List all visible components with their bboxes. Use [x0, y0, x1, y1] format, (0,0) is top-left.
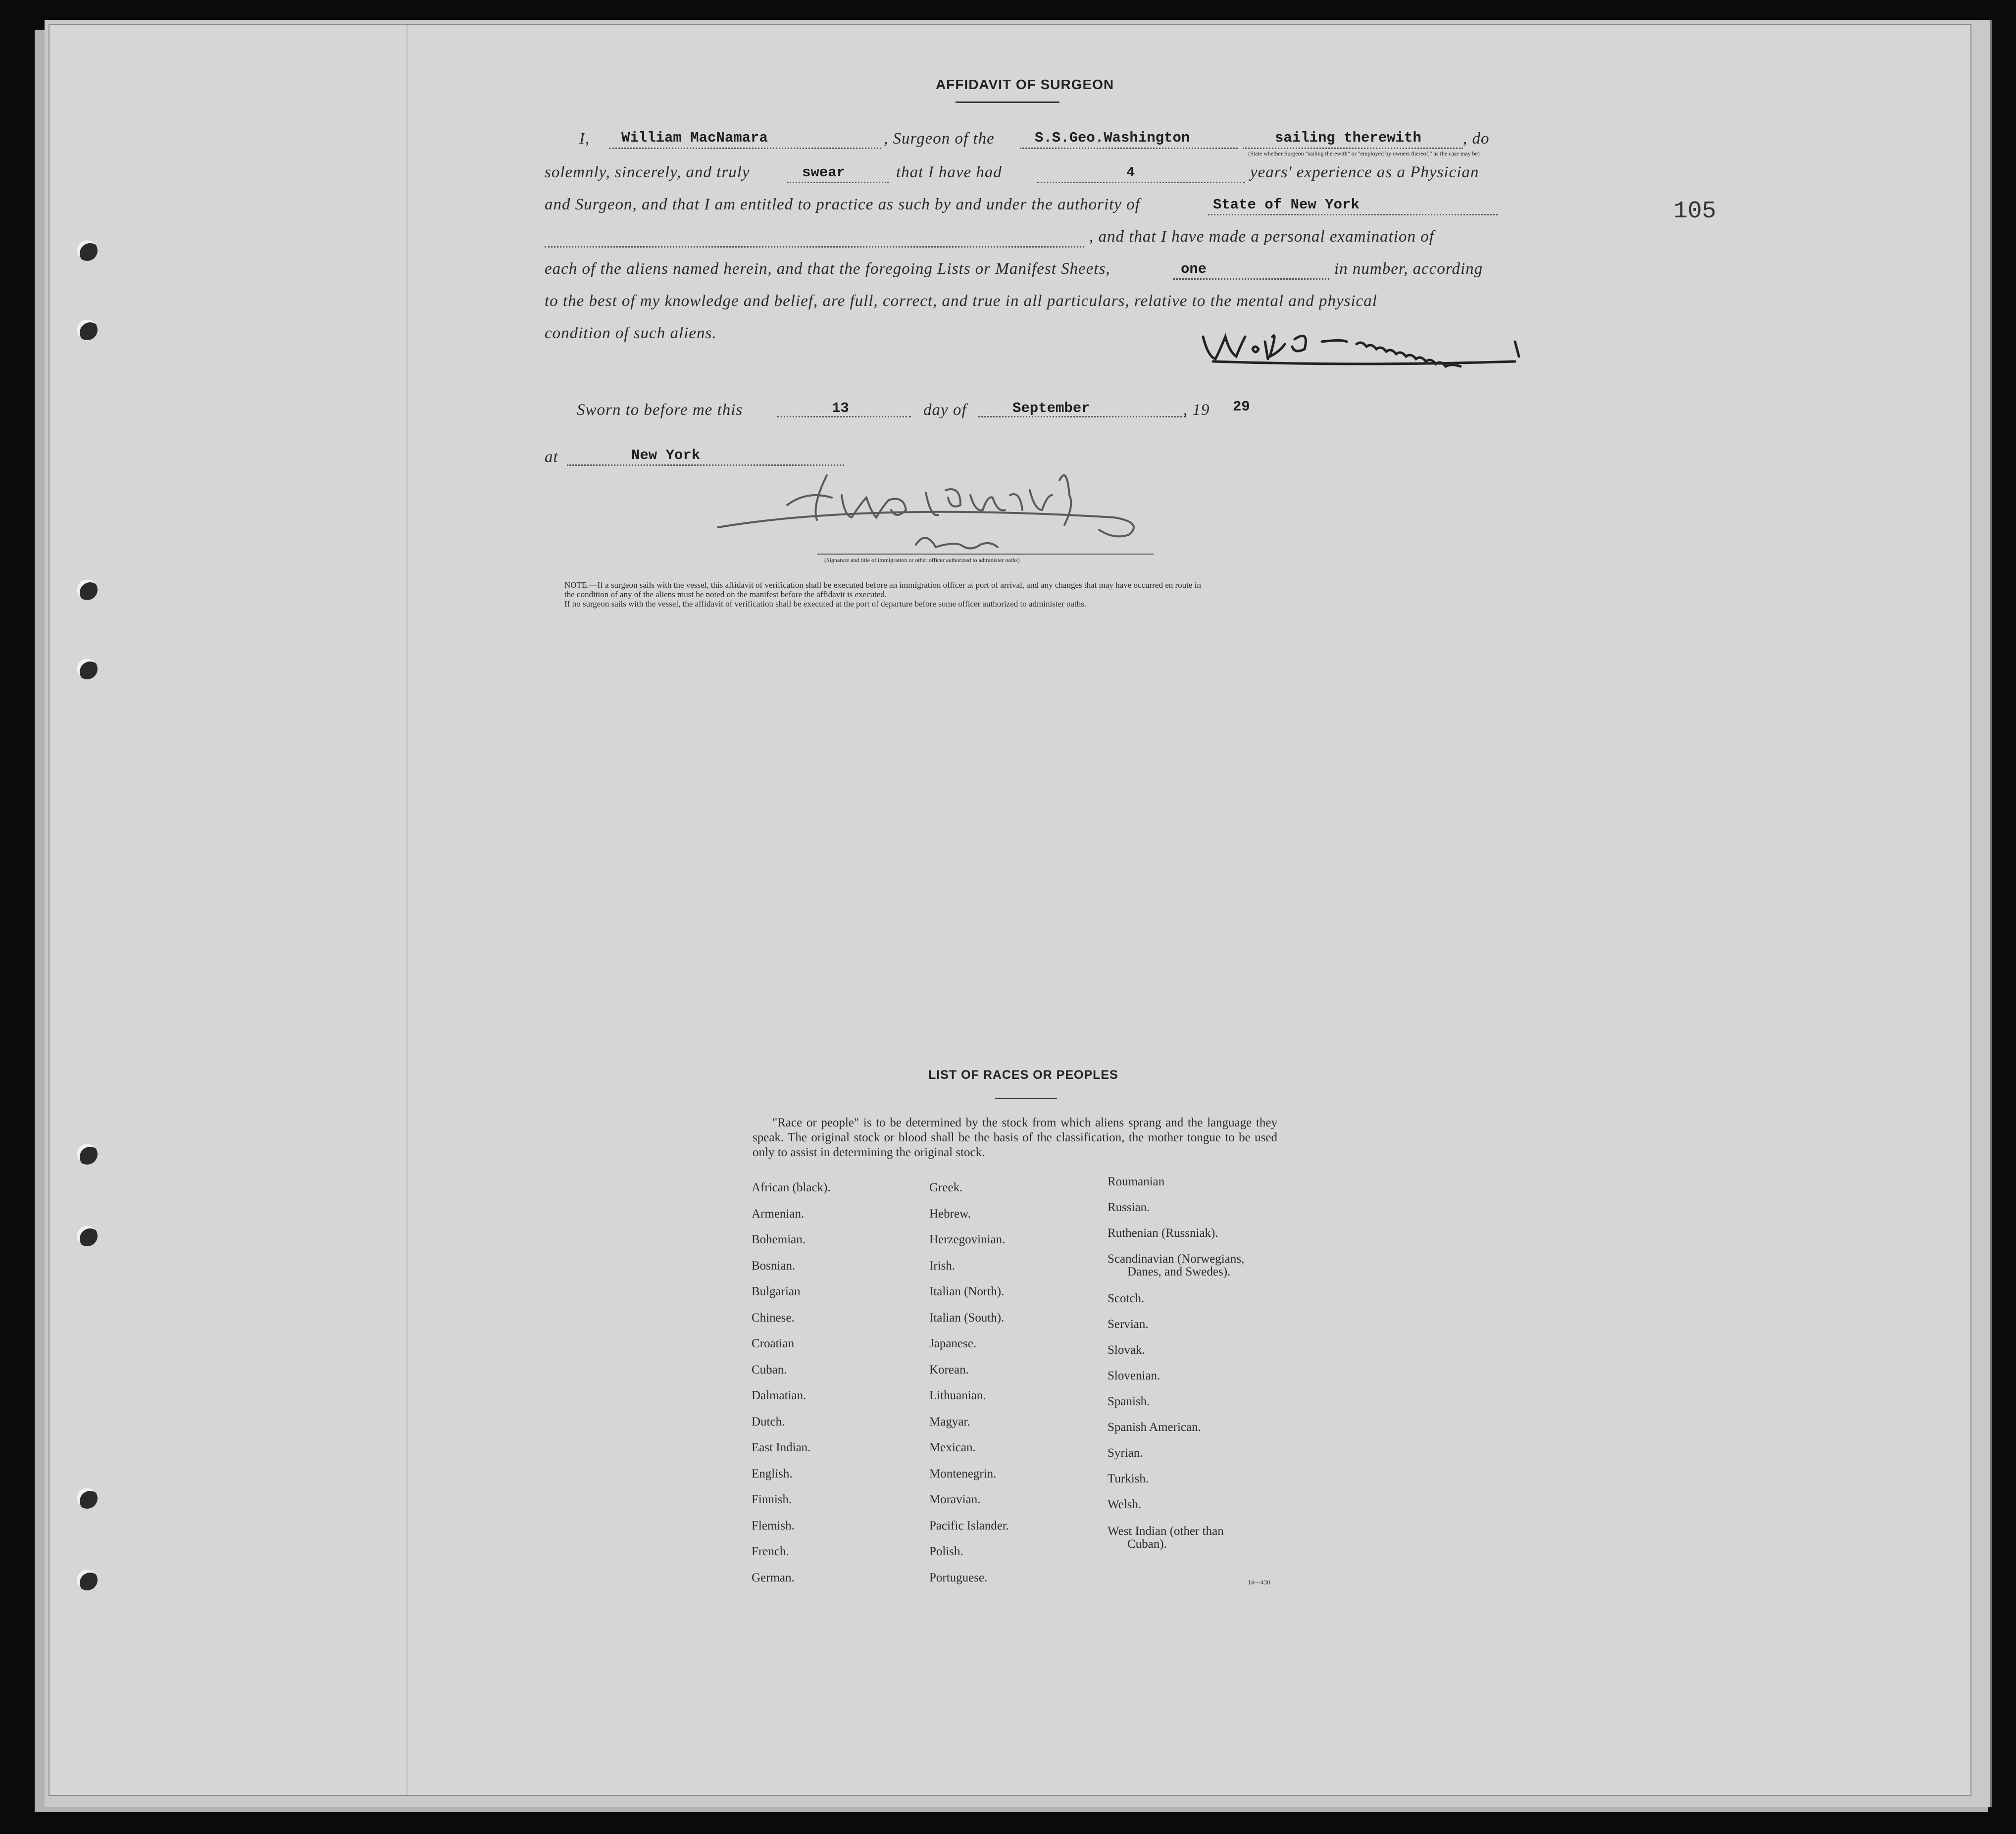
text-best: to the best of my knowledge and belief, are full, correct, and true in all particulars, relative to the mental and physical: [545, 292, 1377, 310]
race-item: Bulgarian: [752, 1285, 801, 1298]
race-item: Herzegovinian.: [929, 1233, 1006, 1246]
text-do: , do: [1463, 130, 1490, 148]
race-item: Slovak.: [1108, 1343, 1145, 1357]
punch-hole-icon: [77, 659, 98, 679]
race-item: Greek.: [929, 1181, 963, 1194]
text-that-had: that I have had: [896, 163, 1002, 181]
race-item: Ruthenian (Russniak).: [1108, 1226, 1218, 1240]
sailing-note-text: (State whether Surgeon "sailing therewith" or "employed by owners thereof," as the case may be): [1248, 150, 1480, 157]
title-underline: [956, 102, 1059, 103]
race-item: Roumanian: [1108, 1175, 1165, 1188]
fill-line: [545, 246, 1084, 248]
race-item: Scotch.: [1108, 1292, 1145, 1305]
races-title-underline: [995, 1098, 1057, 1099]
surgeon-signature: [1198, 322, 1535, 371]
punch-hole-icon: [77, 1570, 98, 1590]
text-19: , 19: [1183, 401, 1210, 419]
text-day-of: day of: [923, 401, 967, 419]
sworn-year: 29: [1233, 399, 1250, 415]
race-item: Syrian.: [1108, 1446, 1143, 1460]
punch-hole-icon: [77, 1144, 98, 1165]
text-condition: condition of such aliens.: [545, 324, 717, 342]
fill-line: [1208, 214, 1498, 215]
punch-hole-icon: [77, 240, 98, 261]
fill-line: [978, 416, 1186, 417]
race-item: West Indian (other than: [1108, 1525, 1224, 1538]
race-item: Polish.: [929, 1545, 963, 1558]
punch-hole-icon: [77, 1488, 98, 1509]
signature-line: [817, 554, 1154, 555]
punch-hole-icon: [77, 319, 98, 340]
text-at: at: [545, 448, 558, 466]
race-item: Spanish American.: [1108, 1421, 1201, 1434]
race-item: Bosnian.: [752, 1259, 796, 1273]
word-I: I,: [579, 130, 590, 148]
race-item: African (black).: [752, 1181, 831, 1194]
race-item: Finnish.: [752, 1493, 792, 1506]
race-item: Lithuanian.: [929, 1389, 986, 1402]
fill-line: [609, 148, 881, 149]
race-item: Slovenian.: [1108, 1369, 1160, 1382]
fill-line: [1020, 148, 1238, 149]
race-item: English.: [752, 1467, 793, 1480]
race-item: Turkish.: [1108, 1472, 1149, 1485]
race-item: Portuguese.: [929, 1571, 988, 1584]
race-item: Japanese.: [929, 1337, 977, 1350]
punch-hole-icon: [77, 579, 98, 600]
race-item: Italian (North).: [929, 1285, 1005, 1298]
fill-line: [1243, 148, 1463, 149]
form-code: 14—430: [1248, 1579, 1270, 1586]
text-surgeon-of: , Surgeon of the: [884, 130, 995, 148]
sheet-count: one: [1181, 261, 1207, 277]
text-each: each of the aliens named herein, and that the foregoing Lists or Manifest Sheets,: [545, 260, 1110, 278]
races-title: LIST OF RACES OR PEOPLES: [928, 1068, 1118, 1082]
page-number: 105: [1673, 198, 1716, 225]
signature-caption: (Signature and title of immigration or other officer authorized to administer oaths): [824, 557, 1020, 563]
text-solemnly: solemnly, sincerely, and truly: [545, 163, 750, 181]
race-item: Croatian: [752, 1337, 795, 1350]
text-in-number: in number, according: [1334, 260, 1483, 278]
race-item: Russian.: [1108, 1201, 1150, 1214]
sworn-day: 13: [832, 400, 849, 416]
race-item: Magyar.: [929, 1415, 970, 1428]
punch-hole-icon: [77, 1225, 98, 1246]
races-column-2: [929, 1175, 1009, 1591]
binding-fold: [406, 25, 408, 1795]
race-item: Korean.: [929, 1363, 969, 1376]
surgeon-name: William MacNamara: [621, 130, 768, 146]
race-item: Dutch.: [752, 1415, 785, 1428]
text-years-exp: years' experience as a Physician: [1250, 163, 1479, 181]
sworn-place: New York: [631, 447, 701, 463]
affidavit-title: AFFIDAVIT OF SURGEON: [936, 77, 1114, 92]
race-item: Pacific Islander.: [929, 1519, 1009, 1532]
race-item: Montenegrin.: [929, 1467, 997, 1480]
race-item: Cuban).: [1127, 1537, 1167, 1551]
race-item: Servian.: [1108, 1318, 1149, 1331]
races-intro: "Race or people" is to be determined by the stock from which aliens sprang and the language they speak. The original stock or blood shall be the basis of the classification, the mother tongue to be used only to assist in determining the original stock.: [753, 1116, 1277, 1159]
race-item: Irish.: [929, 1259, 956, 1273]
race-item: Cuban.: [752, 1363, 787, 1376]
races-column-1: [752, 1175, 831, 1591]
sailing-note: [1235, 150, 1493, 157]
race-item: German.: [752, 1571, 795, 1584]
race-item: Dalmatian.: [752, 1389, 806, 1402]
race-item: Scandinavian (Norwegians,: [1108, 1252, 1245, 1266]
race-item: Italian (South).: [929, 1311, 1005, 1325]
race-item: Chinese.: [752, 1311, 795, 1325]
race-item: Mexican.: [929, 1441, 976, 1454]
officer-signature: [713, 465, 1198, 564]
sailing-status: sailing therewith: [1275, 130, 1421, 146]
race-item: Danes, and Swedes).: [1127, 1265, 1231, 1278]
text-sworn: Sworn to before me this: [577, 401, 743, 419]
race-item: Armenian.: [752, 1207, 805, 1221]
race-item: Welsh.: [1108, 1498, 1142, 1511]
note-line-2: the condition of any of the aliens must be noted on the manifest before the affidavit is executed.: [564, 590, 887, 599]
note-line-3: If no surgeon sails with the vessel, the affidavit of verification shall be executed at the port of departure before some officer authorized to administer oaths.: [564, 599, 1087, 609]
race-item: Flemish.: [752, 1519, 795, 1532]
race-item: Hebrew.: [929, 1207, 971, 1221]
document-page: [50, 25, 1970, 1795]
years-experience: 4: [1126, 164, 1135, 181]
race-item: Bohemian.: [752, 1233, 806, 1246]
sworn-month: September: [1012, 400, 1090, 416]
fill-line: [777, 416, 911, 417]
text-and-surgeon: and Surgeon, and that I am entitled to practice as such by and under the authority of: [545, 196, 1140, 213]
race-item: Spanish.: [1108, 1395, 1150, 1408]
fill-line: [1037, 182, 1245, 183]
text-personal: , and that I have made a personal examination of: [1089, 228, 1434, 246]
ship-name: S.S.Geo.Washington: [1035, 130, 1190, 146]
race-item: French.: [752, 1545, 789, 1558]
authority: State of New York: [1213, 197, 1360, 213]
fill-line: [787, 182, 889, 183]
race-item: Moravian.: [929, 1493, 981, 1506]
fill-line: [1173, 278, 1329, 280]
race-item: East Indian.: [752, 1441, 811, 1454]
note-line-1: NOTE.—If a surgeon sails with the vessel, this affidavit of verification shall be executed before an immigration officer at port of arrival, and any changes that may have occurred en route in: [564, 580, 1201, 590]
note-block: [564, 580, 1201, 609]
oath-word: swear: [802, 164, 846, 181]
